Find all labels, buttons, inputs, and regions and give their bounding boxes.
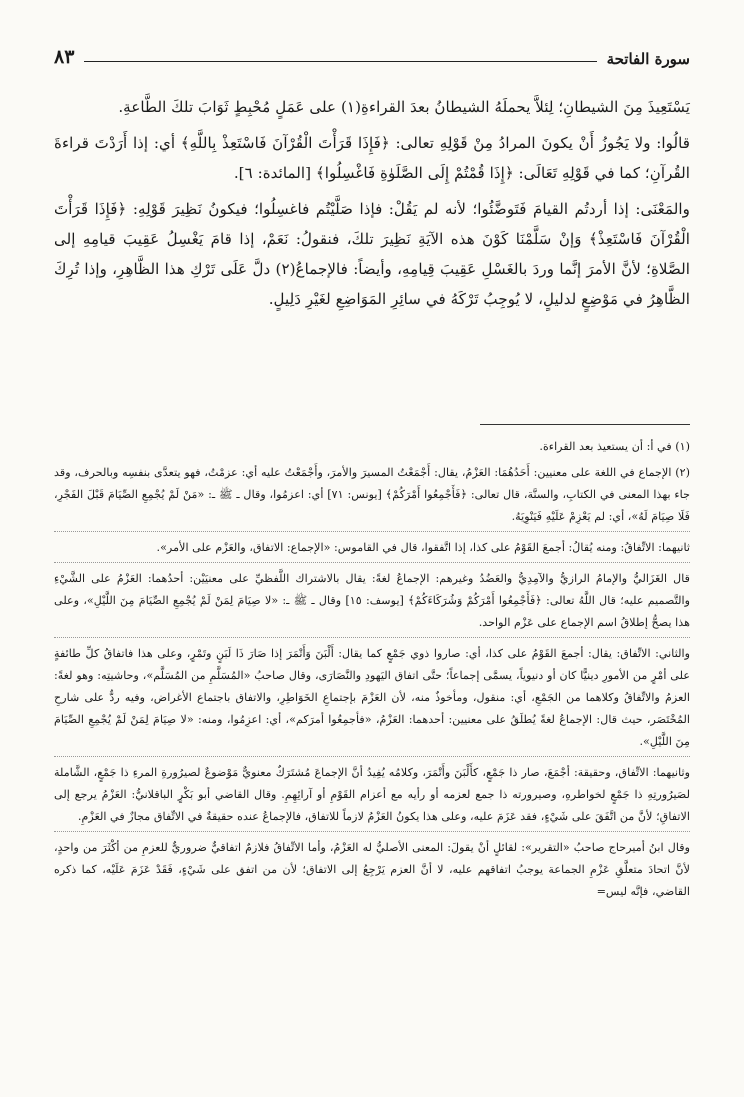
page-header <box>54 40 690 68</box>
footnote-2-para: وثانيهما: الاتِّفاق، وحقيقة: أجْمَعَ، صار ذا جَمْعٍ، كأَلْبَنَ وأَتْمَرَ، وكلامُه يُفِيدُ أنَّ الإجماعَ مُشتَرَكٌ معنويٌّ مَوْضوعٌ لصيرُورةِ المرءِ ذا جَمْعٍ، الشَّاملة لصَيرُورتِهِ ذا جَمْعٍ لخواطرهِ، وصيرورته ذا جمع لعزمه أو رأيه مع أعزام القَوْمِ أو آرائِهِمِ. وقال القاضي أبو بَكْرٍ الباقلانيُّ: العَزْمُ يرجع إلى الاتفاقِ؛ لأنَّ من اتَّفَقَ على شَيْءٍ، فقد عَزَمَ عليه، وعلى هذا يكونُ العَزْمُ لازماً للاتفاق، فالإجماعُ عنده حقيقةٌ في الاتِّفاق مجازٌ في العَزْمِ. <box>54 762 690 832</box>
main-paragraph: يَسْتَعِيذَ مِنَ الشيطانِ؛ لِئلاَّ يحملَهُ الشيطانُ بعدَ القراءةِ(١) على عَمَلٍ مُحْبِطٍ ثَوَابَ تلكَ الطَّاعةِ. <box>118 98 690 116</box>
footnote-2-para: وقال ابنُ أميرحاج صاحبُ «التقرير»: لقائلٍ أنْ يقولَ: المعنى الأصليُّ له العَزْمُ، وأما الاتِّفاقُ فلازمٌ اتفاقيٌّ ضروريٌّ للعزمِ من أكْثَرَ من واحدٍ، لأنَّ اتحادَ متعلَّقِ عَزْمِ الجماعة يوجبُ اتفاقهم عليه، لا أنَّ العزم يَرْجِعُ إلى الاتفاق؛ لأن من اتفق على شَيْءٍ، فَقَدْ عَزَمَ عَلَيْه، كما ذكره القاضي، فإنَّه ليس= <box>54 841 690 898</box>
footnotes <box>54 436 690 907</box>
footnote-2-para: ثانيهما: الاتِّفاقُ: ومنه يُقالُ: أجمعَ القَوْمُ على كذا، إذا اتَّفقوا، قال في القاموس: «الإجماع: الاتفاق، والعَزْم على الأمر». <box>54 537 690 563</box>
footnote-1: (١) في أ: أن يستعيذ بعد القراءة. <box>539 440 690 453</box>
footnote-separator <box>480 424 690 425</box>
main-text <box>54 92 690 320</box>
footnote-2-para: والثاني: الاتِّفاق: يقال: أجمعَ القَوْمُ على كذا، أي: صاروا ذوي جَمْعٍ كما يقال: أَلْبَنَ وَأَتْمَرَ إذا صَارَ ذَا لَبَنٍ وتَمْرٍ، وعلى هذا فاتفاقُ كلِّ طائفةٍ على أمْرٍ من الأمورِ دينيًّا كان أو دنيوياً، يسمَّى إجماعاً؛ حتَّى اتفاق اليَهودِ والنَّصَارَى، وقال صاحبُ «المُسَلَّمِ من المُسَلَّم»، وحاشيتِه: وهو لغةً: العزمُ والاتِّفاقُ وكلاهما من الجَمْعِ، أي: منقول، ومأخوذٌ منه، لأن العَزْمَ بإجتماعِ الخَوَاطِرِ، والاتفاق باجتماع الأغراض، وفيه ردٌّ على شارحِ المُخْتَصَر، حيث قال: الإجماعُ لغةً يُطلَقُ على معنيين: أحدهما: العَزْمُ، «فأجمِعُوا أمرَكم»، أي: اعزِمُوا، ومنه: «لا صِيَامَ لِمَنْ لَمْ يُجْمِعِ الصِّيَامَ مِنَ اللَّيْلِ». <box>54 643 690 757</box>
footnote-2: (٢) الإجماع في اللغة على معنيين: أَحَدُهُمَا: العَزْمُ، يقال: أَجْمَعْتُ المسيرَ والأمرَ، وأَجْمَعْتُ عليه أي: عزمْتُ، فهو يتعدَّى بنفسِه وبالحرف، وقد جاء بهذا المعنى في الكتابِ، والسنَّة، قال تعالى: ﴿فَأَجْمِعُوا أَمْرَكُمْ﴾ [يونس: ٧١] أي: اعزمُوا، وقال ـ ﷺ ـ: «مَنْ لَمْ يُجْمِعِ الصِّيَامَ قَبْلَ الفَجْرِ، فَلَا صِيَامَ لَهُ»، أي: لم يَعْزِمْ عَلَيْهِ فَيَنْوِيَهُ. <box>54 462 690 532</box>
main-paragraph: والمَعْنَى: إذا أردتُم القيامَ فَتَوضَّئُوا؛ لأنه لم يَقُلْ: فإذا صَلَّيْتُم فاغسِلُوا؛ فيكونُ نَظِيرَ قَوْلِهِ: ﴿فَإِذَا قَرَأْتَ الْقُرْآنَ فَاسْتَعِذْ﴾ وَإنْ سَلَّمْنَا كَوْنَ هذه الآيَةِ نَظِيرَ تلكَ، فنقولُ: نَعَمْ، إذا قامَ يَغْسِلُ عَقِيبَ قيامِهِ إلى الصَّلاةِ؛ لأنَّ الأمرَ إنَّما وردَ بالغَسْلِ عَقِيبَ قِيامِهِ، وأيضاً: فالإجماعُ(٢) دلَّ عَلَى تَرْكِ هذا الظَّاهِرِ، وإذا تُرِكَ الظَّاهِرُ في مَوْضِعٍ لدليلٍ، لا يُوجِبُ تَرْكَهُ في سائِرِ المَوَاضِعِ لغَيْرِ دَلِيلٍ. <box>54 200 690 308</box>
footnote-2-para: قال الغَزَاليُّ والإمامُ الرازيُّ والآمِدِيُّ والعَضُدُ وغيرهم: الإجماعُ لغةً: يقال بالاشتراك اللَّفظيِّ على معنيَيْن: أحدُهما: العَزْمُ على الشَّيْءِ والتَّصميم عليه؛ قال اللَّهُ تعالى: ﴿فَأَجْمِعُوا أَمْرَكُمْ وَشُرَكَاءَكُمْ﴾ [يوسف: ١٥] وقال ـ ﷺ ـ: «لا صِيَامَ لِمَنْ لَمْ يُجْمِعِ الصِّيَامَ مِنَ اللَّيْلِ»، وعلى هذا يصحُّ إطلاقُ اسم الإجماع على عَزْم الواحد. <box>54 568 690 638</box>
main-paragraph: قالُوا: ولا يَجُوزُ أَنْ يكونَ المرادُ مِنْ قَوْلِهِ تعالى: ﴿فَإِذَا قَرَأْتَ الْقُرْآنَ فَاسْتَعِذْ بِاللَّهِ﴾ أي: إذا أَرَدْتَ قراءةَ القُرآنِ؛ كما في قَوْلِهِ تَعَالَى: ﴿إِذَا قُمْتُمْ إِلَى الصَّلَوٰةِ فَاغْسِلُوا﴾ [المائدة: ٦]. <box>54 134 690 182</box>
page-number: ٨٣ <box>54 46 75 68</box>
chapter-title: سورة الفاتحة <box>606 50 690 68</box>
header-rule <box>84 61 596 62</box>
